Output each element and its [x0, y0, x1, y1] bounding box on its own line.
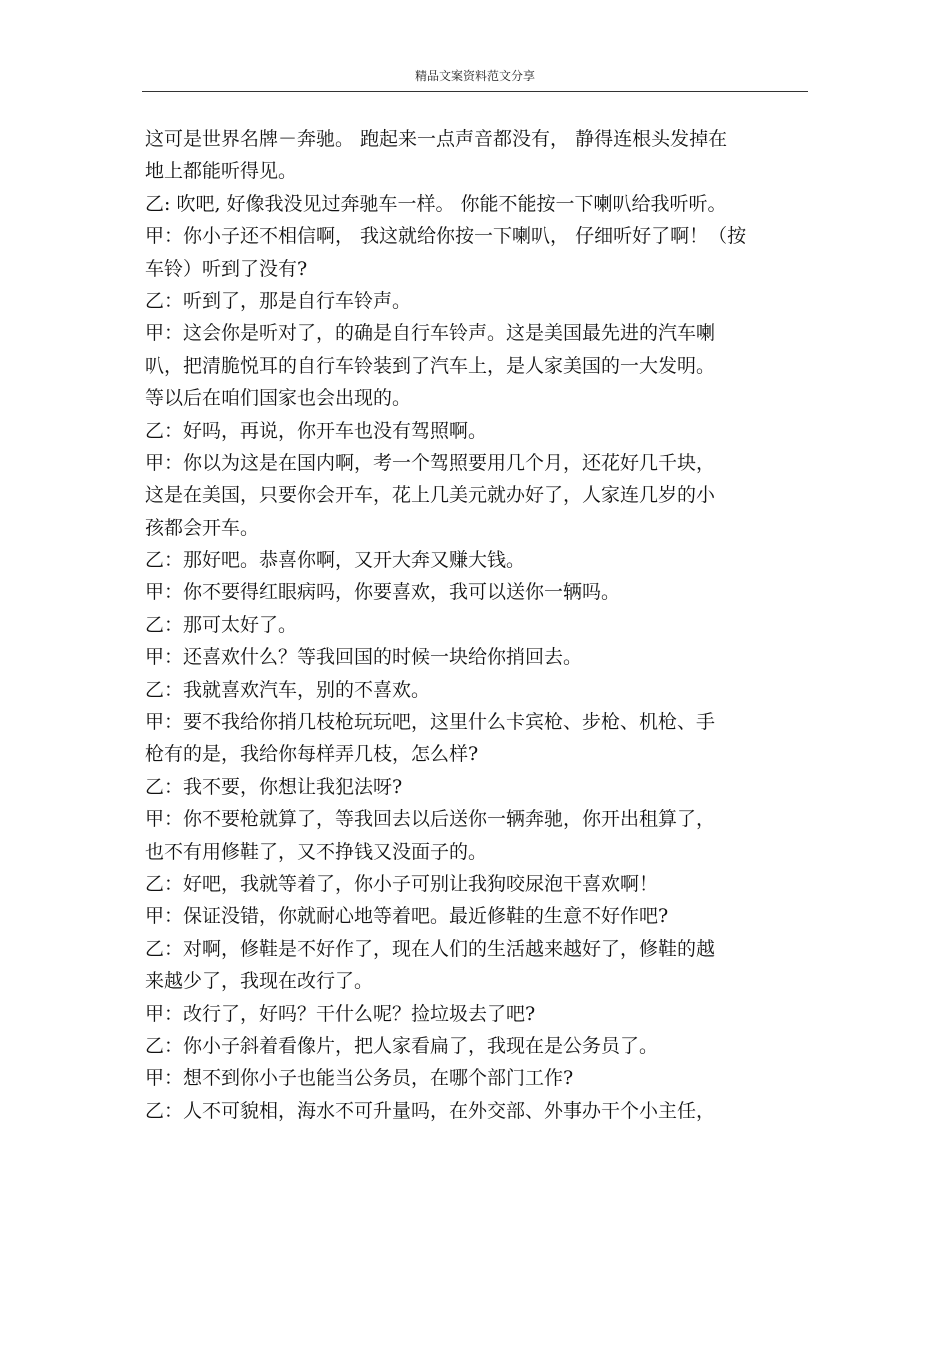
text-line: 乙：好吗，再说，你开车也没有驾照啊。: [145, 419, 488, 442]
text-line: 乙：那可太好了。: [145, 613, 298, 636]
text-line: 这是在美国，只要你会开车，花上几美元就办好了，人家连几岁的小: [145, 484, 716, 507]
text-line: 地上都能听得见。: [145, 160, 298, 183]
text-line: 乙：好吧，我就等着了，你小子可别让我狗咬尿泡干喜欢啊！: [145, 872, 659, 895]
header-divider: [142, 91, 808, 92]
text-line: 乙：那好吧。恭喜你啊，又开大奔又赚大钱。: [145, 549, 526, 572]
text-line: 乙: 吹吧, 好像我没见过奔驰车一样。 你能不能按一下喇叭给我听听。: [145, 192, 727, 215]
text-line: 等以后在咱们国家也会出现的。: [145, 387, 412, 410]
text-line: 叭，把清脆悦耳的自行车铃装到了汽车上，是人家美国的一大发明。: [145, 354, 716, 377]
text-line: 甲：还喜欢什么？等我回国的时候一块给你捎回去。: [145, 646, 583, 669]
page-header: 精品文案资料范文分享: [414, 69, 535, 83]
text-line: 车铃）听到了没有?: [145, 257, 308, 280]
text-line: 也不有用修鞋了，又不挣钱又没面子的。: [145, 840, 488, 863]
text-line: 甲：想不到你小子也能当公务员，在哪个部门工作?: [145, 1067, 574, 1090]
text-line: 甲：要不我给你捎几枝枪玩玩吧，这里什么卡宾枪、步枪、机枪、手: [145, 711, 716, 734]
text-line: 枪有的是，我给你每样弄几枝，怎么样?: [145, 743, 479, 766]
text-line: 甲：你以为这是在国内啊，考一个驾照要用几个月，还花好几千块，: [145, 451, 716, 474]
text-line: 甲：改行了，好吗？干什么呢？捡垃圾去了吧?: [145, 1002, 536, 1025]
text-line: 来越少了，我现在改行了。: [145, 970, 374, 993]
text-line: 这可是世界名牌－奔驰。 跑起来一点声音都没有， 静得连根头发掉在: [145, 128, 728, 150]
text-line: 乙：对啊，修鞋是不好作了，现在人们的生活越来越好了，修鞋的越: [145, 937, 716, 960]
text-line: 乙：我就喜欢汽车，别的不喜欢。: [145, 678, 431, 701]
body-text: [145, 123, 811, 1127]
text-line: 乙：人不可貌相，海水不可升量吗，在外交部、外事办干个小主任，: [145, 1099, 716, 1122]
text-line: 孩都会开车。: [145, 516, 260, 539]
text-line: 甲：你不要枪就算了，等我回去以后送你一辆奔驰，你开出租算了，: [145, 808, 716, 831]
text-line: 甲：保证没错，你就耐心地等着吧。最近修鞋的生意不好作吧?: [145, 905, 669, 928]
text-line: 甲：你小子还不相信啊， 我这就给你按一下喇叭， 仔细听好了啊！（按: [145, 225, 747, 248]
text-line: 甲：你不要得红眼病吗，你要喜欢，我可以送你一辆吗。: [145, 581, 621, 604]
text-line: 乙：听到了，那是自行车铃声。: [145, 289, 412, 312]
text-line: 乙：我不要，你想让我犯法呀?: [145, 775, 403, 798]
text-line: 乙：你小子斜着看像片，把人家看扁了，我现在是公务员了。: [145, 1034, 659, 1057]
text-line: 甲：这会你是听对了，的确是自行车铃声。这是美国最先进的汽车喇: [145, 322, 716, 345]
